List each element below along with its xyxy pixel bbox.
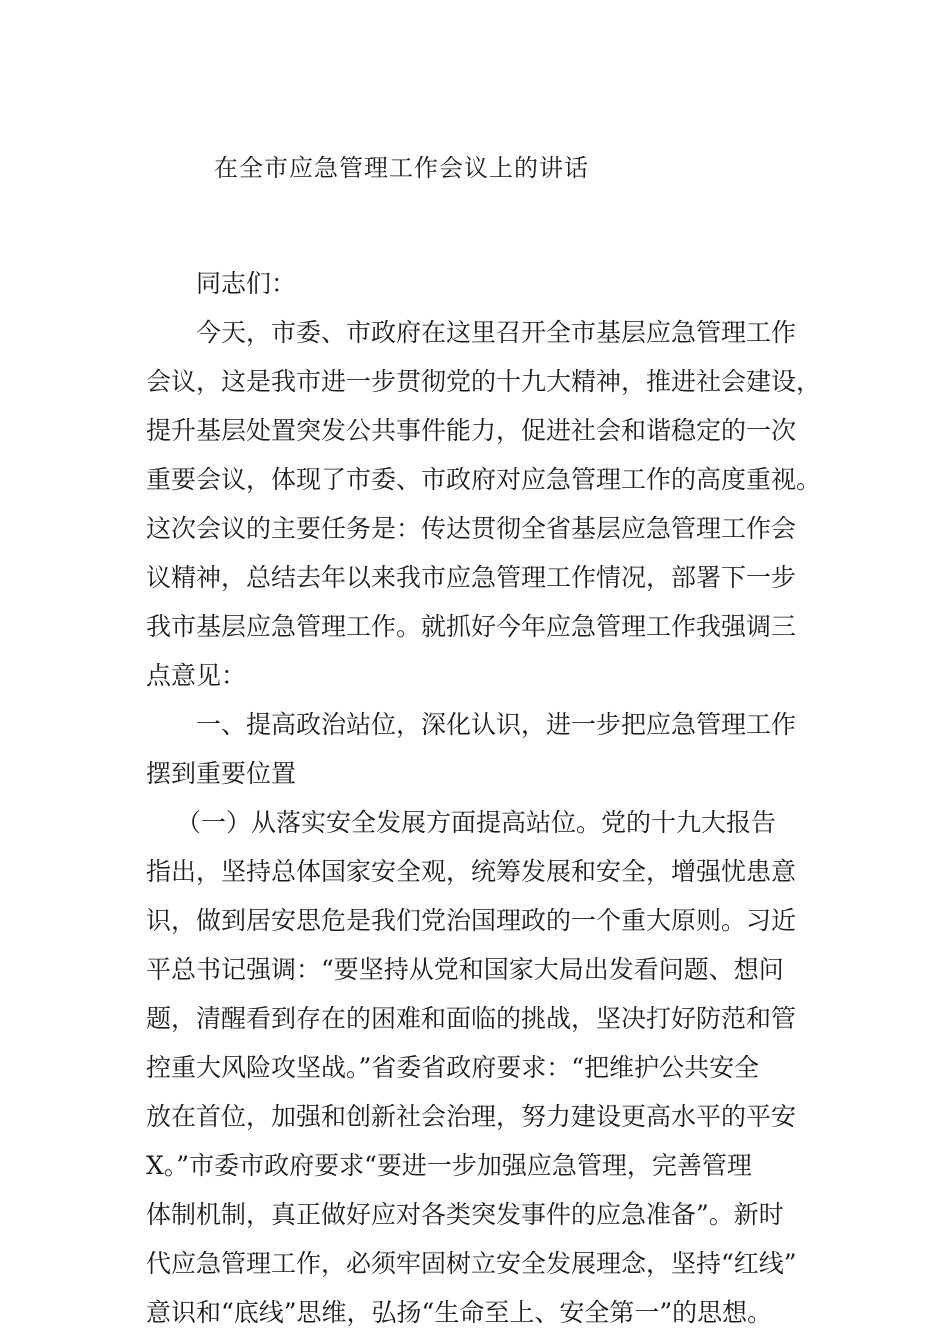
paragraph-line: 点意见： [146,661,247,690]
paragraph-line: 会议，这是我市进一步贯彻党的十九大精神，推进社会建设， [146,367,822,396]
paragraph-line: 控重大风险攻坚战。”省委省政府要求：“把维护公共安全 [146,1053,760,1082]
subsection-line: （一）从落实安全发展方面提高站位。党的十九大报告 [176,808,777,837]
paragraph-line: 平总书记强调：“要坚持从党和国家大局出发看问题、想问 [146,955,784,984]
paragraph-line: 这次会议的主要任务是：传达贯彻全省基层应急管理工作会 [146,514,797,543]
paragraph-line: 代应急管理工作，必须牢固树立安全发展理念，坚持“红线” [146,1249,797,1278]
section-heading-line: 摆到重要位置 [146,759,297,788]
paragraph-line: 意识和“底线”思维，弘扬“生命至上、安全第一”的思想。 [146,1298,773,1327]
paragraph-line: 识，做到居安思危是我们党治国理政的一个重大原则。习近 [146,906,797,935]
paragraph-line: 我市基层应急管理工作。就抓好今年应急管理工作我强调三 [146,612,797,641]
section-heading-line: 一、提高政治站位，深化认识，进一步把应急管理工作 [196,710,797,739]
paragraph-line: 今天，市委、市政府在这里召开全市基层应急管理工作 [196,318,797,347]
paragraph-line: 指出，坚持总体国家安全观，统筹发展和安全，增强忧患意 [146,857,797,886]
paragraph-line: 放在首位，加强和创新社会治理，努力建设更高水平的平安 [146,1102,797,1131]
paragraph-line: 题，清醒看到存在的困难和面临的挑战，坚决打好防范和管 [146,1004,797,1033]
document-body [146,259,822,1337]
paragraph-line: 体制机制，真正做好应对各类突发事件的应急准备”。新时 [146,1200,784,1229]
paragraph-line: X。”市委市政府要求“要进一步加强应急管理，完善管理 [146,1151,752,1180]
paragraph-line: 议精神，总结去年以来我市应急管理工作情况，部署下一步 [146,563,797,592]
salutation-line: 同志们： [196,269,297,298]
paragraph-line: 提升基层处置突发公共事件能力，促进社会和谐稳定的一次 [146,416,797,445]
document-title: 在全市应急管理工作会议上的讲话 [214,154,589,182]
paragraph-line: 重要会议，体现了市委、市政府对应急管理工作的高度重视。 [146,465,822,494]
